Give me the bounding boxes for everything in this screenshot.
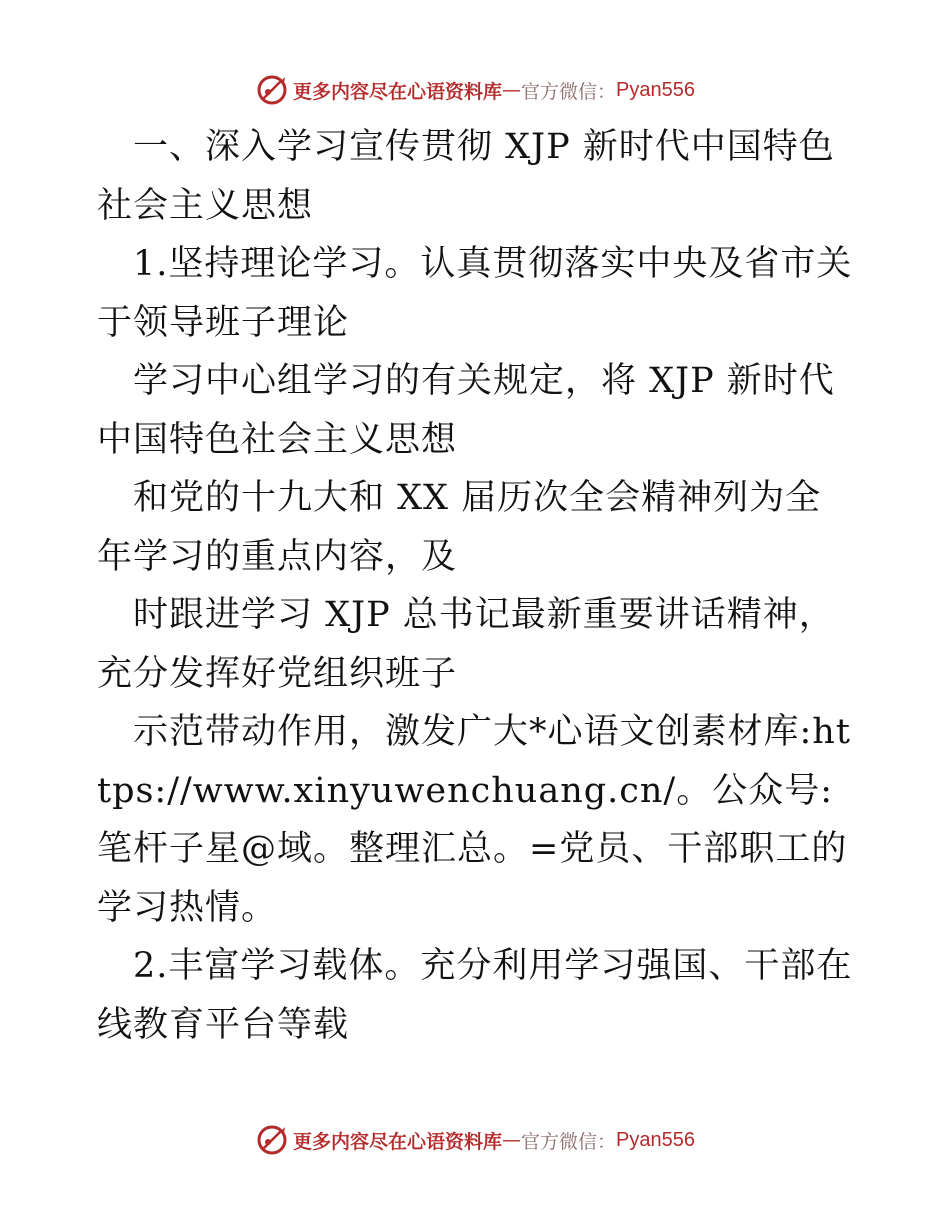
paragraph: 2.丰富学习载体。充分利用学习强国、干部在线教育平台等载 xyxy=(97,946,853,1045)
paragraph: 1.坚持理论学习。认真贯彻落实中央及省市关于领导班子理论 xyxy=(97,244,853,343)
paragraph: 学习中心组学习的有关规定，将 XJP 新时代中国特色社会主义思想 xyxy=(97,361,835,460)
header-promo-text: 更多内容尽在心语资料库 xyxy=(293,80,503,103)
header-banner xyxy=(0,70,950,110)
footer-dash: — xyxy=(502,1129,522,1151)
paragraph-heading: 一、深入学习宣传贯彻 XJP 新时代中国特色社会主义思想 xyxy=(97,127,835,226)
paragraph: 和党的十九大和 XX 届历次全会精神列为全年学习的重点内容，及 xyxy=(97,478,822,577)
footer-promo-text: 更多内容尽在心语资料库 xyxy=(293,1130,503,1153)
footer-wechat-label: 官方微信： xyxy=(521,1130,617,1153)
header-wechat-id: Pyan556 xyxy=(616,78,695,101)
document-body xyxy=(97,118,857,1054)
header-dash: — xyxy=(502,79,522,101)
footer-wechat-id: Pyan556 xyxy=(616,1128,695,1151)
paragraph: 时跟进学习 XJP 总书记最新重要讲话精神，充分发挥好党组织班子 xyxy=(97,595,835,694)
quill-pen-logo-icon xyxy=(255,73,289,107)
paragraph: 示范带动作用，激发广大*心语文创素材库:https://www.xinyuwenchuang.cn/。公众号: 笔杆子星@域。整理汇总。=党员、干部职工的学习热情。 xyxy=(97,712,851,928)
quill-pen-logo-icon xyxy=(255,1123,289,1157)
footer-banner xyxy=(0,1120,950,1160)
header-wechat-label: 官方微信： xyxy=(521,80,617,103)
